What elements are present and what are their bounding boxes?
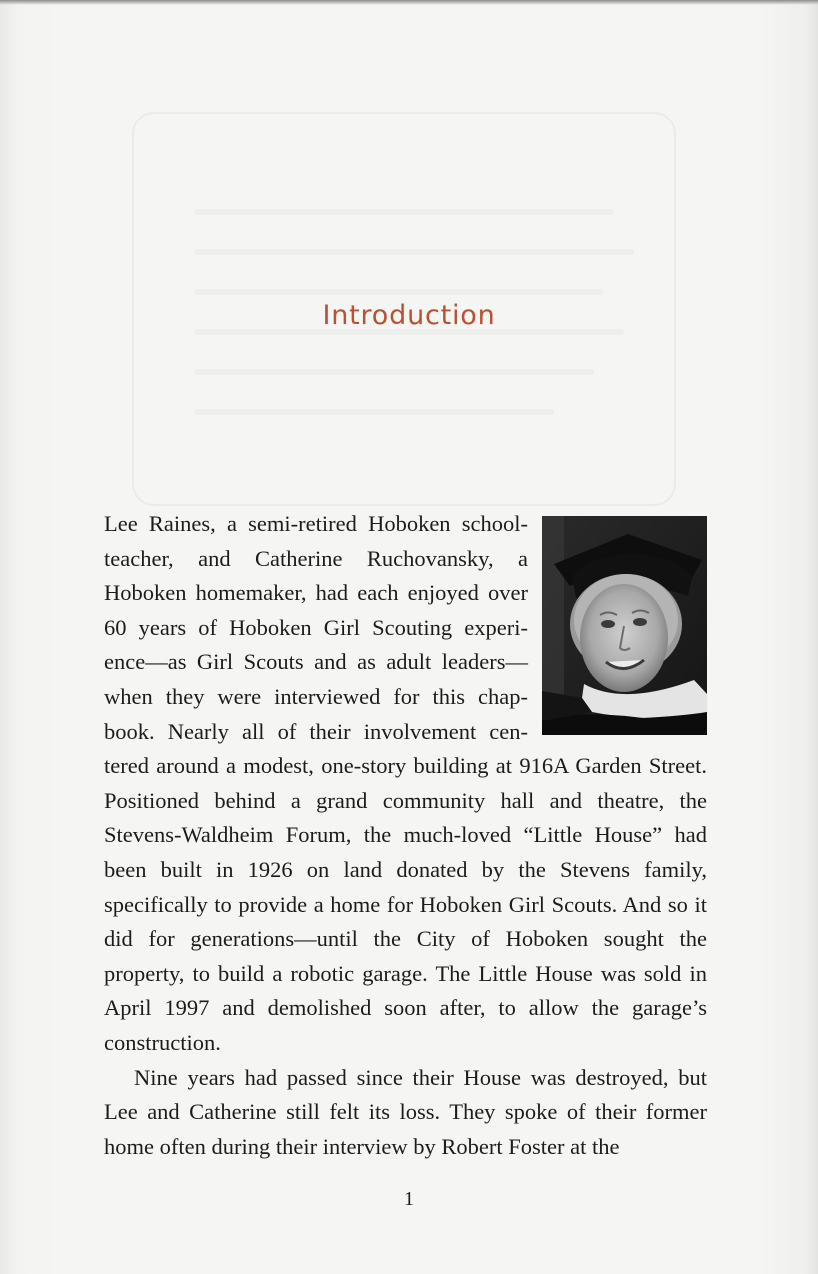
show-through-line: [194, 209, 614, 215]
show-through-line: [194, 249, 634, 255]
page-title: Introduction: [322, 300, 496, 331]
scan-top-edge: [0, 0, 818, 5]
show-through-line: [194, 409, 554, 415]
intro-paragraph-1: [104, 507, 707, 1061]
intro-paragraph-2: Nine years had passed since their House was destroyed, but Lee and Catherine still felt its loss. They spoke of their former home often during their interview by Robert Foster at the: [104, 1064, 707, 1159]
portrait-photo-icon: [542, 516, 707, 735]
show-through-line: [194, 369, 594, 375]
page-number: 1: [404, 1188, 414, 1210]
show-through-line: [194, 289, 604, 295]
body-text: [104, 507, 707, 1164]
paragraph-text: Lee Raines, a semi-retired Hoboken school-teacher, and Catherine Ruchovansky, a Hoboken homemaker, had each enjoyed over 60 years of Hoboken Girl Scouting experi-ence—as Girl Scouts and as adult leaders—when they were interviewed for this chap-book. Nearly all of their involvement cen-tered around a modest, one-story building at 916A Garden Street. Positioned behind a grand community hall and theatre, the Stevens-Waldheim Forum, the much-loved “Little House” had been built in 1926 on land donated by the Stevens family, specifically to provide a home for Hoboken Girl Scouts. And so it did for generations—until the City of Hoboken sought the property, to build a robotic garage. The Little House was sold in April 1997 and demolished soon after, to allow the garage’s construction.: [104, 511, 707, 1055]
